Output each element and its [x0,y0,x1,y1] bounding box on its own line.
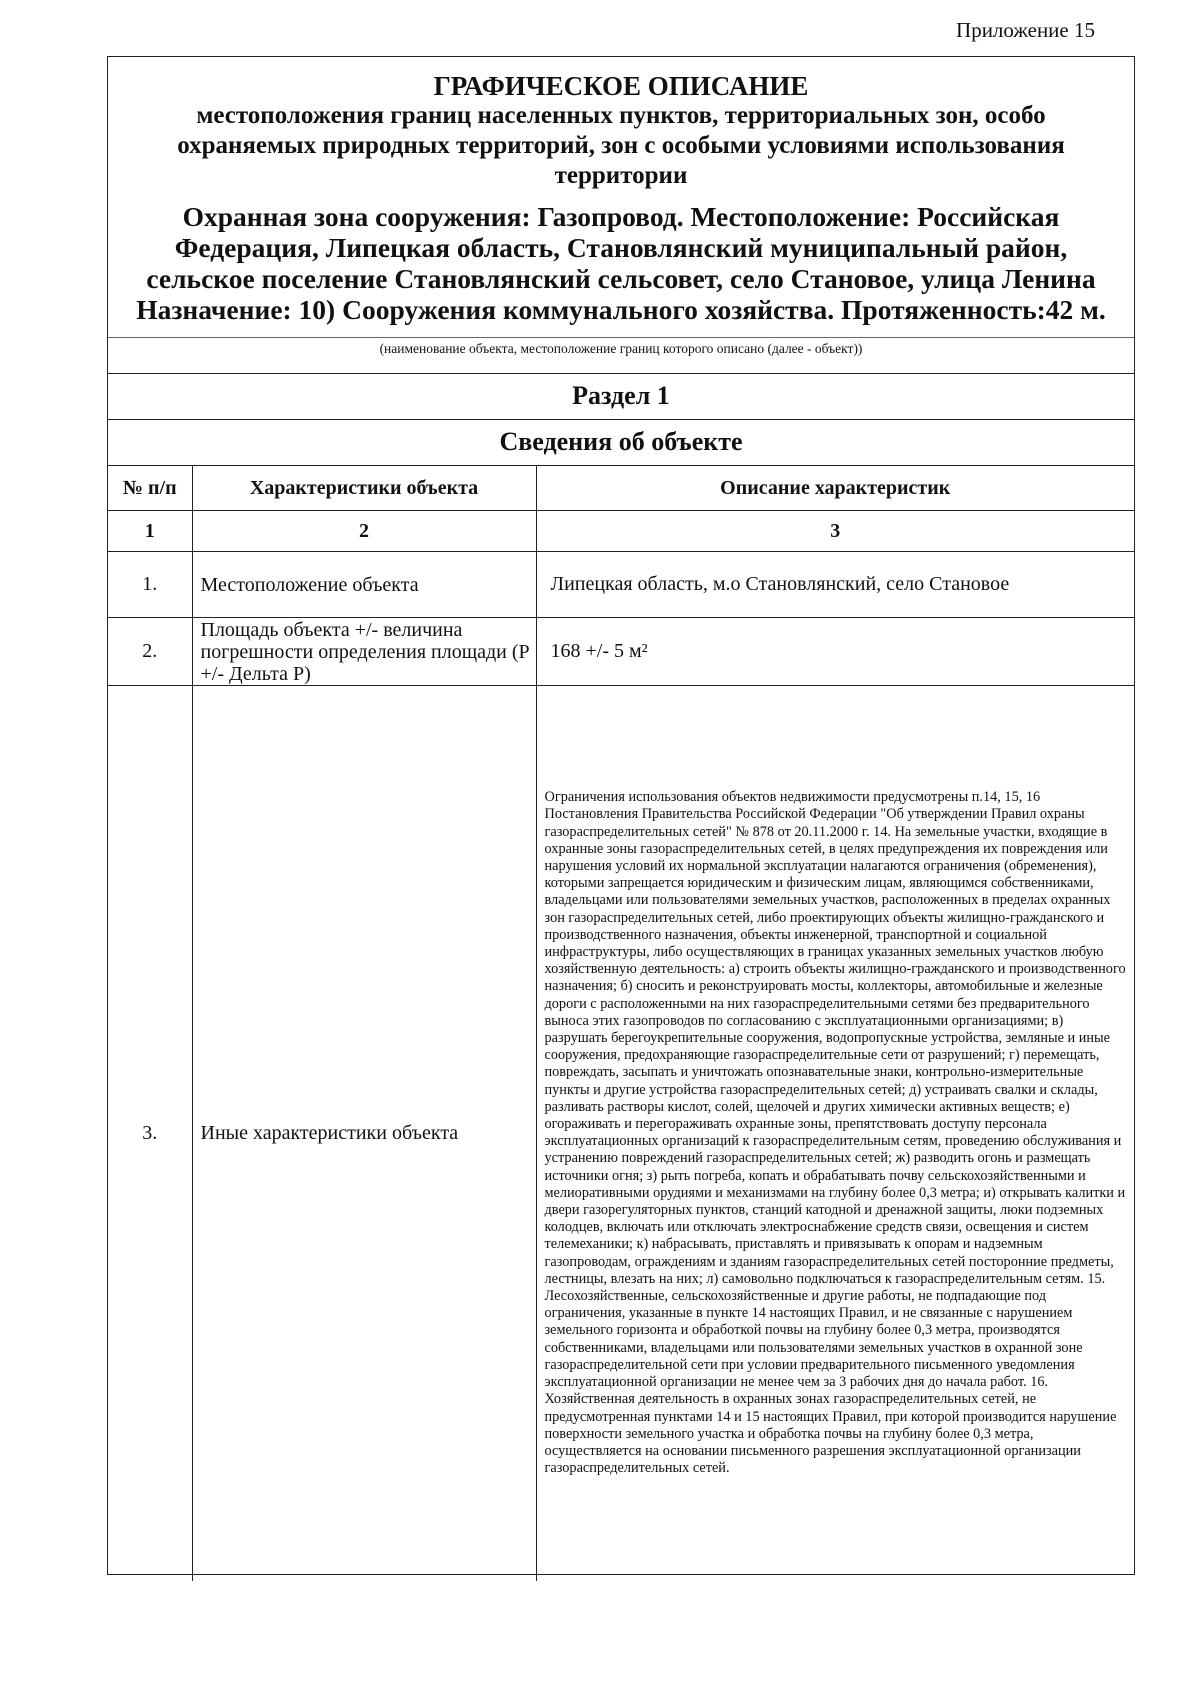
column-number: 3 [536,511,1134,552]
row-description: Липецкая область, м.о Становлянский, село Становое [536,552,1134,618]
row-number: 1. [108,552,192,618]
column-header-number: № п/п [108,466,192,511]
document-header [108,57,1134,337]
column-number: 1 [108,511,192,552]
table-row [108,618,1134,686]
row-characteristic: Местоположение объекта [192,552,536,618]
table-row [108,686,1134,1581]
row-number: 2. [108,618,192,686]
object-line-2: Назначение: 10) Сооружения коммунального хозяйства. Протяженность:42 м. [136,294,1106,325]
section-subtitle: Сведения об объекте [108,419,1134,466]
document-title: ГРАФИЧЕСКОЕ ОПИСАНИЕ [433,71,809,101]
object-description [108,201,1134,325]
object-caption: (наименование объекта, местоположение границ которого описано (далее - объект)) [108,337,1134,374]
row-characteristic-cell [192,618,536,686]
document-subtitle: местоположения границ населенных пунктов, территориальных зон, особо охраняемых природных территорий, зон с особыми условиями использования территории [177,102,1065,189]
object-info-table [108,465,1134,1581]
section-title: Раздел 1 [108,373,1134,420]
column-numbers-row [108,511,1134,552]
row-number: 3. [108,686,192,1581]
row-description: Ограничения использования объектов недвижимости предусмотрены п.14, 15, 16 Постановления Правительства Российской Федерации "Об утверждении Правил охраны газораспределительных сетей" № 878 от 20.11.2000 г. 14. На земельные участки, входящие в охранные зоны газораспределительных сетей, в целях предупреждения их повреждения или нарушения условий их нормальной эксплуатации налагаются ограничения (обременения), которыми запрещается юридическим и физическим лицам, являющимся собственниками, владельцами или пользователями земельных участков, расположенных в пределах охранных зон газораспределительных сетей, либо проектирующих объекты жилищно-гражданского и производственного назначения, объекты инженерной, транспортной и социальной инфраструктуры, либо осуществляющих в границах указанных земельных участков любую хозяйственную деятельность: а) строить объекты жилищно-гражданского и производственного назначения; б) сносить и реконструировать мосты, коллекторы, автомобильные и железные дороги с расположенными на них газораспределительными сетями без предварительного выноса этих газопроводов по согласованию с эксплуатационными организациями; в) разрушать берегоукрепительные сооружения, водопропускные устройства, земляные и иные сооружения, предохраняющие газораспределительные сети от разрушений; г) перемещать, повреждать, засыпать и уничтожать опознавательные знаки, контрольно-измерительные пункты и другие устройства газораспределительных сетей; д) устраивать свалки и склады, разливать растворы кислот, солей, щелочей и других химически активных веществ; е) огораживать и перегораживать охранные зоны, препятствовать доступу персонала эксплуатационных организаций к газораспределительным сетям, проведению обслуживания и устранению повреждений газораспределительных сетей; ж) разводить огонь и размещать источники огня; з) рыть погреба, копать и обрабатывать почву сельскохозяйственными и мелиоративными орудиями и механизмами на глубину более 0,3 метра; и) открывать калитки и двери газорегуляторных пунктов, станций катодной и дренажной защиты, люки подземных колодцев, включать или отключать электроснабжение средств связи, освещения и систем телемеханики; к) набрасывать, приставлять и привязывать к опорам и надземным газопроводам, ограждениям и зданиям газораспределительных сетей посторонние предметы, лестницы, влезать на них; л) самовольно подключаться к газораспределительным сетям. 15. Лесохозяйственные, сельскохозяйственные и другие работы, не подпадающие под ограничения, указанные в пункте 14 настоящих Правил, и не связанные с нарушением земельного горизонта и обработкой почвы на глубину более 0,3 метра, производятся собственниками, владельцами или пользователями земельных участков в охранной зоне газораспределительной сети при условии предварительного письменного уведомления эксплуатационной организации не менее чем за 3 рабочих дня до начала работ. 16. Хозяйственная деятельность в охранных зонах газораспределительных сетей, не предусмотренная пунктами 14 и 15 настоящих Правил, при которой производится нарушение поверхности земельного участка и обработка почвы на глубину более 0,3 метра, осуществляется на основании письменного разрешения эксплуатационной организации газораспределительных сетей. [536,686,1134,1581]
appendix-label: Приложение 15 [956,18,1095,42]
document-frame [107,56,1135,1575]
row-characteristic: Площадь объекта +/- величина погрешности определения площади (P +/- Дельта P) [200,619,529,684]
row-characteristic: Иные характеристики объекта [192,686,536,1581]
table-header-row [108,466,1134,511]
column-header-description: Описание характеристик [536,466,1134,511]
column-header-characteristic: Характеристики объекта [192,466,536,511]
row-description: 168 +/- 5 м² [536,618,1134,686]
object-line-1: Охранная зона сооружения: Газопровод. Местоположение: Российская Федерация, Липецкая область, Становлянский муниципальный район, сельское поселение Становлянский сельсовет, село Становое, улица Ленина [146,201,1096,294]
column-number: 2 [192,511,536,552]
table-row [108,552,1134,618]
